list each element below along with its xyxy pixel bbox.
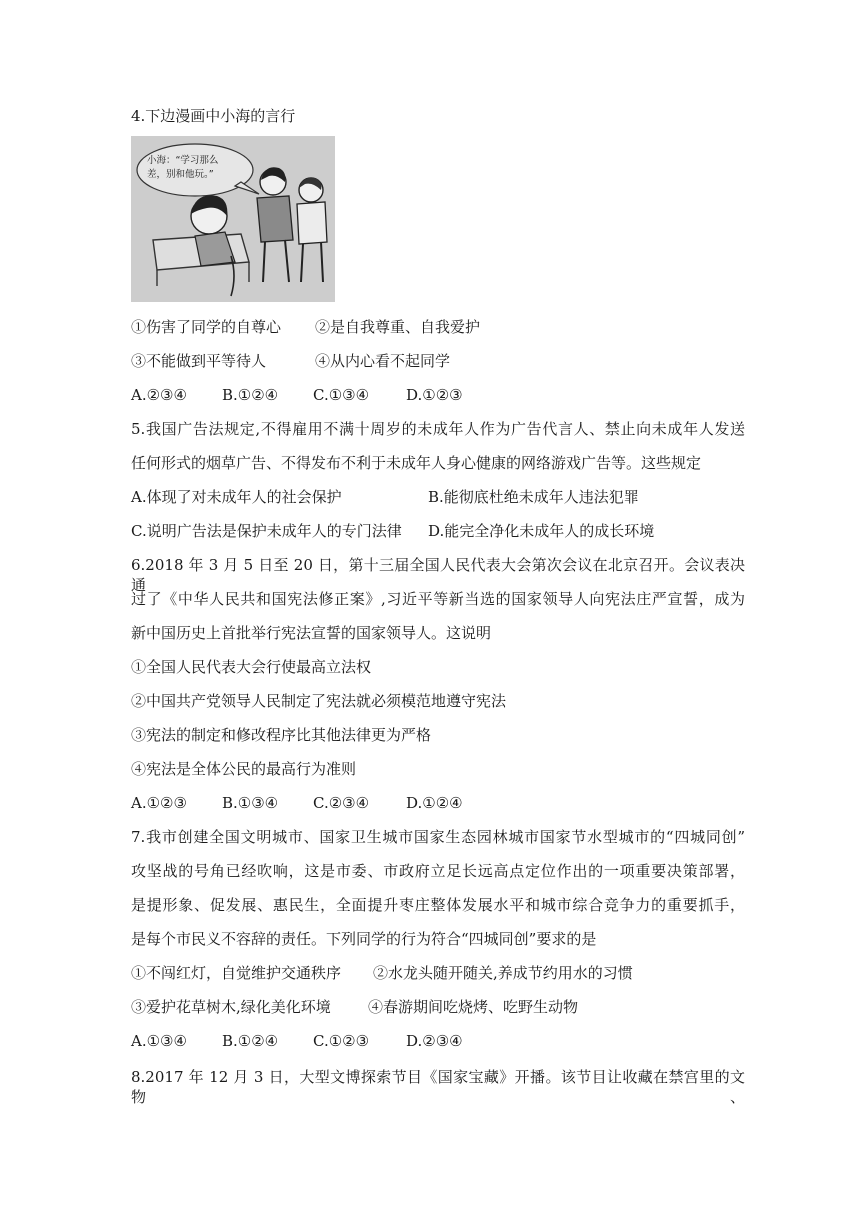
q4-option-a: A.②③④ bbox=[131, 386, 187, 404]
q6-stem-line-1: 6.2018 年 3 月 5 日至 20 日，第十三届全国人民代表大会第次会议在北京召开。会议表决通 bbox=[131, 556, 745, 594]
q6-statement-2: ②中国共产党领导人民制定了宪法就必须模范地遵守宪法 bbox=[131, 692, 507, 710]
q6-stem-line-3: 新中国历史上首批举行宪法宣誓的国家领导人。这说明 bbox=[131, 624, 492, 642]
q7-option-d: D.②③④ bbox=[406, 1032, 463, 1050]
q6-option-c: C.②③④ bbox=[313, 794, 370, 812]
q4-statement-1: ①伤害了同学的自尊心 bbox=[131, 318, 282, 336]
q7-statement-1: ①不闯红灯，自觉维护交通秩序 bbox=[131, 964, 342, 982]
q4-statement-4: ④从内心看不起同学 bbox=[315, 352, 451, 370]
q7-option-b: B.①②④ bbox=[222, 1032, 279, 1050]
q6-options bbox=[131, 793, 463, 813]
q4-statements-row-2 bbox=[131, 351, 450, 371]
q5-options-row-2 bbox=[131, 521, 654, 541]
q7-statements-row-1 bbox=[131, 963, 633, 983]
q6-option-a: A.①②③ bbox=[131, 794, 187, 812]
q7-option-c: C.①②③ bbox=[313, 1032, 370, 1050]
q6-statement-3: ③宪法的制定和修改程序比其他法律更为严格 bbox=[131, 726, 432, 744]
q7-stem-line-1: 7.我市创建全国文明城市、国家卫生城市国家生态园林城市国家节水型城市的“四城同创” bbox=[131, 828, 745, 846]
q7-options bbox=[131, 1031, 463, 1051]
q5-option-b: B.能彻底杜绝未成年人违法犯罪 bbox=[428, 488, 639, 506]
q7-statement-4: ④春游期间吃烧烤、吃野生动物 bbox=[368, 998, 579, 1016]
speech-bubble bbox=[147, 154, 243, 182]
q4-statements-row-1 bbox=[131, 317, 480, 337]
q4-stem: 4.下边漫画中小海的言行 bbox=[131, 107, 296, 125]
q4-options bbox=[131, 385, 463, 405]
q5-option-d: D.能完全净化未成年人的成长环境 bbox=[428, 522, 655, 540]
q4-statement-2: ②是自我尊重、自我爱护 bbox=[315, 318, 481, 336]
q6-statement-4: ④宪法是全体公民的最高行为准则 bbox=[131, 760, 357, 778]
speech-line-2: 差，别和他玩。” bbox=[147, 169, 214, 180]
q6-option-d: D.①②④ bbox=[406, 794, 463, 812]
q5-stem-line-2: 任何形式的烟草广告、不得发布不利于未成年人身心健康的网络游戏广告等。这些规定 bbox=[131, 454, 702, 472]
q5-option-a: A.体现了对未成年人的社会保护 bbox=[131, 488, 342, 506]
q7-statements-row-2 bbox=[131, 997, 578, 1017]
q4-cartoon-image bbox=[131, 136, 335, 302]
q5-option-c: C.说明广告法是保护未成年人的专门法律 bbox=[131, 522, 402, 540]
q5-stem-line-1: 5.我国广告法规定,不得雇用不满十周岁的未成年人作为广告代言人、禁止向未成年人发送 bbox=[131, 420, 745, 438]
q7-stem-line-3: 是提形象、促发展、惠民生，全面提升枣庄整体发展水平和城市综合竞争力的重要抓手， bbox=[131, 896, 745, 914]
q7-stem-line-4: 是每个市民义不容辞的责任。下列同学的行为符合“四城同创”要求的是 bbox=[131, 930, 597, 948]
q5-options-row-1 bbox=[131, 487, 639, 507]
q4-option-d: D.①②③ bbox=[406, 386, 463, 404]
speech-line-1: 小海：“学习那么 bbox=[147, 155, 219, 166]
q8-stem-line-1: 8.2017 年 12 月 3 日，大型文博探索节目《国家宝藏》开播。该节目让收藏在禁宫里的文物、 bbox=[131, 1068, 745, 1106]
q7-statement-3: ③爱护花草树木,绿化美化环境 bbox=[131, 998, 331, 1016]
q6-stem-line-2: 过了《中华人民共和国宪法修正案》,习近平等新当选的国家领导人向宪法庄严宣誓，成为 bbox=[131, 590, 745, 608]
q7-option-a: A.①③④ bbox=[131, 1032, 187, 1050]
q4-option-c: C.①③④ bbox=[313, 386, 370, 404]
q6-statement-1: ①全国人民代表大会行使最高立法权 bbox=[131, 658, 372, 676]
q4-option-b: B.①②④ bbox=[222, 386, 279, 404]
q6-option-b: B.①③④ bbox=[222, 794, 279, 812]
q4-statement-3: ③不能做到平等待人 bbox=[131, 352, 267, 370]
q7-stem-line-2: 攻坚战的号角已经吹响，这是市委、市政府立足长远高点定位作出的一项重要决策部署， bbox=[131, 862, 745, 880]
q7-statement-2: ②水龙头随开随关,养成节约用水的习惯 bbox=[373, 964, 633, 982]
